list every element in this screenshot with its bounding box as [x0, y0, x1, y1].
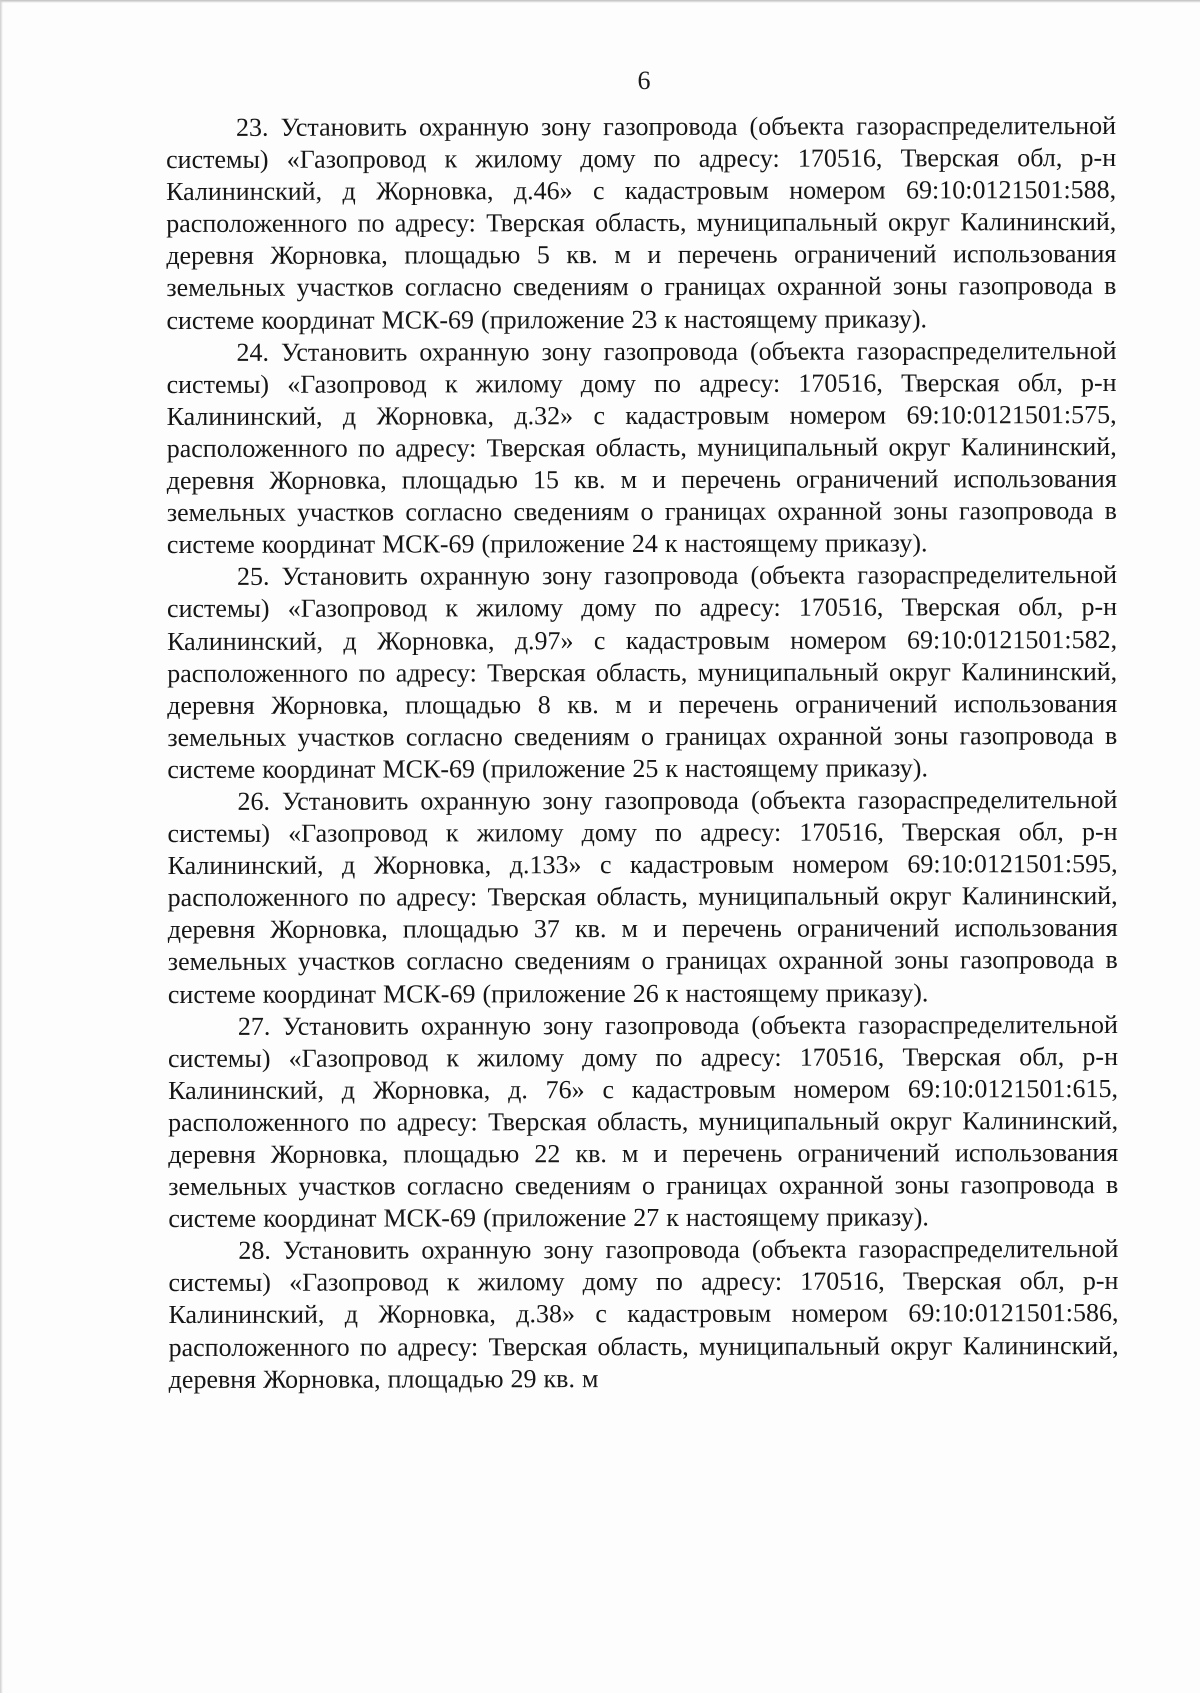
clause-26: 26. Установить охранную зону газопровода (объекта газораспределительной системы) «Газопровод к жилому дому по адресу: 170516, Тверская обл, р-н Калининский, д Жорновка, д.133» с кадастровым номером 69:10:0121501:595, расположенного по адресу: Тверская область, муниципальный округ Калининский, деревня Жорновка, площадью 37 кв. м и перечень ограничений использования земельных участков согласно сведениям о границах охранной зоны газопровода в системе координат МСК-69 (приложение 26 к настоящему приказу). [167, 784, 1118, 1009]
clause-23: 23. Установить охранную зону газопровода (объекта газораспределительной системы) «Газопровод к жилому дому по адресу: 170516, Тверская обл, р-н Калининский, д Жорновка, д.46» с кадастровым номером 69:10:0121501:588, расположенного по адресу: Тверская область, муниципальный округ Калининский, деревня Жорновка, площадью 5 кв. м и перечень ограничений использования земельных участков согласно сведениям о границах охранной зоны газопровода в системе координат МСК-69 (приложение 23 к настоящему приказу). [166, 111, 1117, 335]
clause-27: 27. Установить охранную зону газопровода (объекта газораспределительной системы) «Газопровод к жилому дому по адресу: 170516, Тверская обл, р-н Калининский, д Жорновка, д. 76» с кадастровым номером 69:10:0121501:615, расположенного по адресу: Тверская область, муниципальный округ Калининский, деревня Жорновка, площадью 22 кв. м и перечень ограничений использования земельных участков согласно сведениям о границах охранной зоны газопровода в системе координат МСК-69 (приложение 27 к настоящему приказу). [167, 1009, 1119, 1234]
clause-25: 25. Установить охранную зону газопровода (объекта газораспределительной системы) «Газопровод к жилому дому по адресу: 170516, Тверская обл, р-н Калининский, д Жорновка, д.97» с кадастровым номером 69:10:0121501:582, расположенного по адресу: Тверская область, муниципальный округ Калининский, деревня Жорновка, площадью 8 кв. м и перечень ограничений использования земельных участков согласно сведениям о границах охранной зоны газопровода в системе координат МСК-69 (приложение 25 к настоящему приказу). [167, 560, 1118, 784]
scan-edge-top [0, 0, 1200, 3]
document-body [166, 110, 1119, 1396]
clause-24: 24. Установить охранную зону газопровода (объекта газораспределительной системы) «Газопровод к жилому дому по адресу: 170516, Тверская обл, р-н Калининский, д Жорновка, д.32» с кадастровым номером 69:10:0121501:575, расположенного по адресу: Тверская область, муниципальный округ Калининский, деревня Жорновка, площадью 15 кв. м и перечень ограничений использования земельных участков согласно сведениям о границах охранной зоны газопровода в системе координат МСК-69 (приложение 24 к настоящему приказу). [166, 335, 1117, 560]
page-number: 6 [637, 66, 651, 95]
clause-28: 28. Установить охранную зону газопровода (объекта газораспределительной системы) «Газопровод к жилому дому по адресу: 170516, Тверская обл, р-н Калининский, д Жорновка, д.38» с кадастровым номером 69:10:0121501:586, расположенного по адресу: Тверская область, муниципальный округ Калининский, деревня Жорновка, площадью 29 кв. м [168, 1234, 1119, 1394]
scan-edge-left [0, 0, 3, 1693]
